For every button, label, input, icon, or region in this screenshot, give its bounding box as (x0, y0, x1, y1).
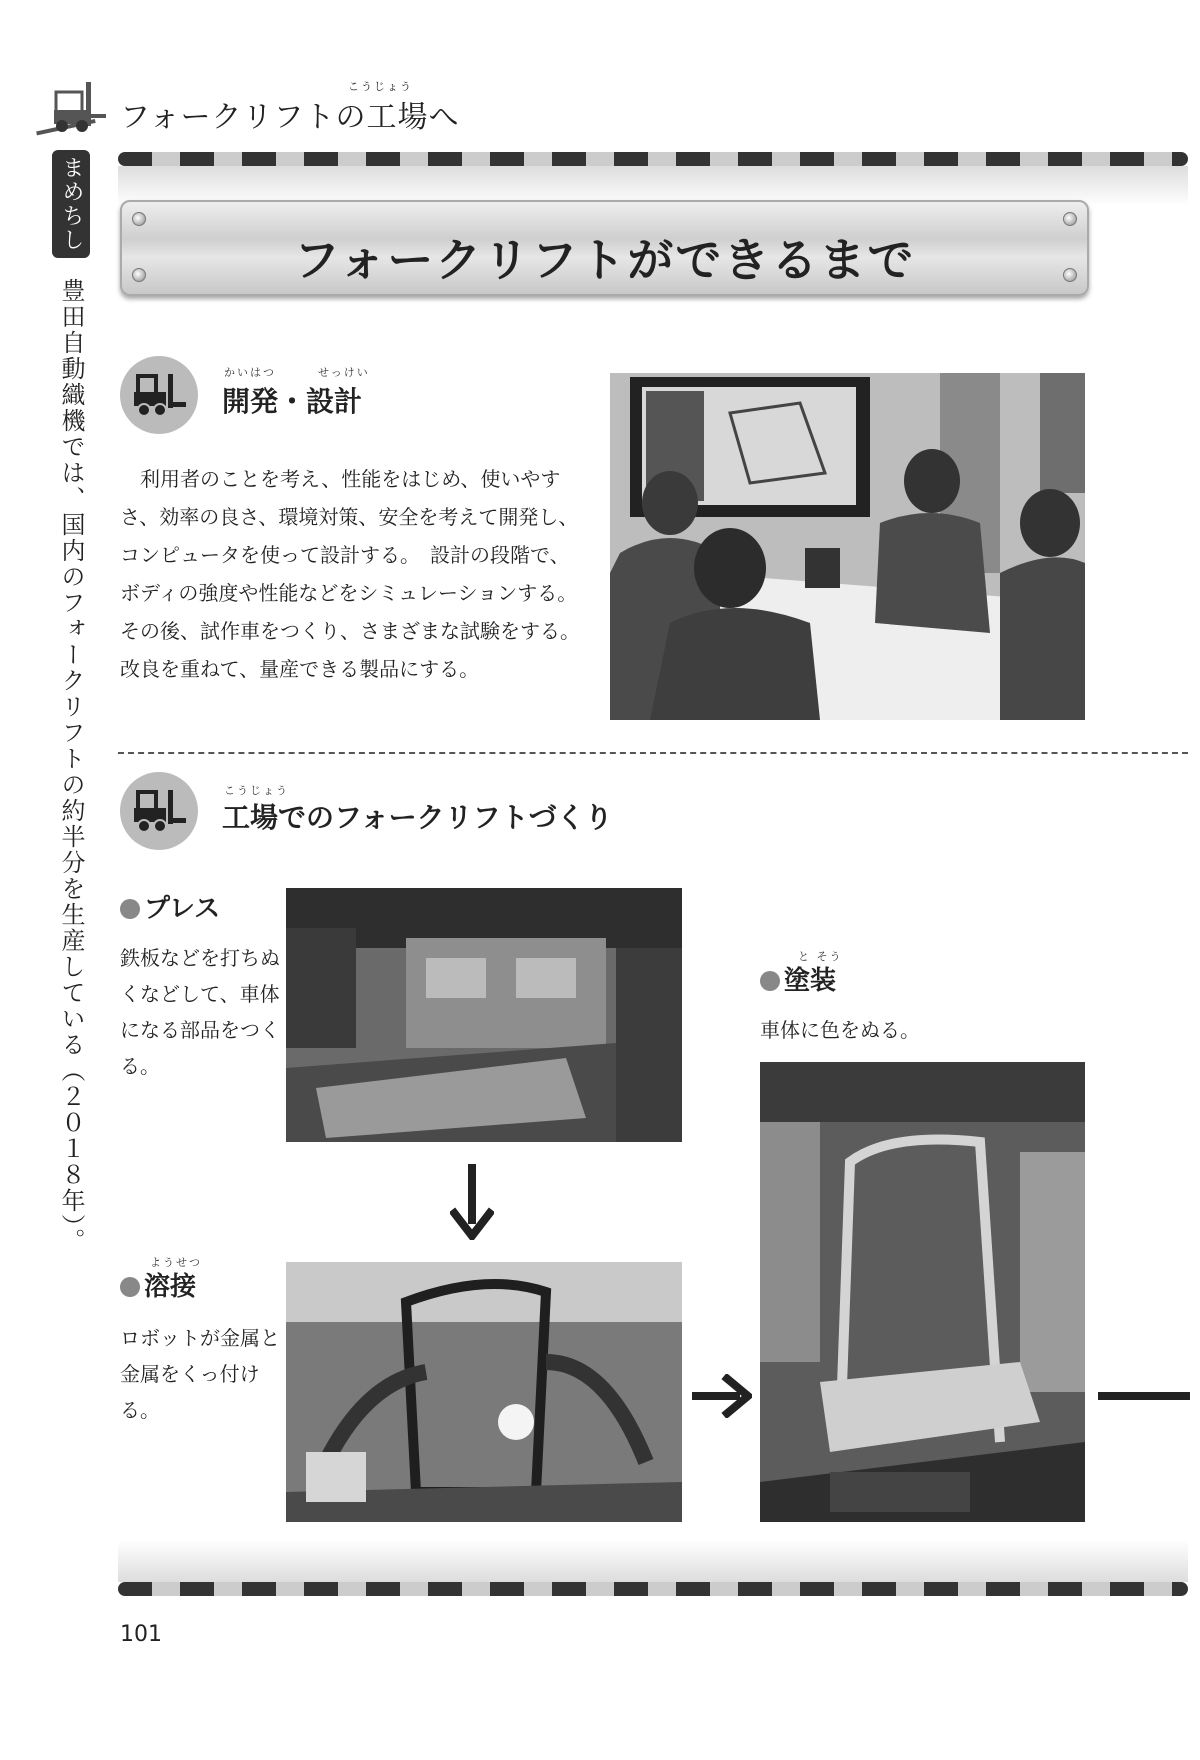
chapter-title (120, 80, 460, 136)
bottom-stripe-bar (118, 1582, 1188, 1596)
trivia-note: 豊田自動織機では、国内のフォークリフトの約半分を生産している（２０１８年）。 (57, 278, 85, 1254)
design-meeting-photo (610, 373, 1085, 720)
forklift-chapter-icon (32, 74, 112, 144)
section-divider (118, 752, 1188, 754)
welding-title-ruby: ようせつ (150, 1256, 202, 1269)
painting-photo (760, 1062, 1085, 1522)
press-title-text: プレス (144, 894, 221, 924)
welding-text: ロボットが金属と金属をくっ付ける。 (120, 1326, 280, 1422)
bullet-dot (120, 1277, 140, 1297)
forklift-icon (120, 356, 198, 434)
painting-title (760, 960, 836, 997)
banner-title: フォークリフトができるまで (293, 233, 916, 287)
design-heading-ruby-2: せっけい (318, 366, 370, 379)
chapter-title-text: フォークリフトの工場へ (120, 100, 460, 135)
factory-heading: 工場でのフォークリフトづくり (222, 801, 613, 834)
press-title (120, 888, 220, 925)
arrow-down-icon (450, 1164, 494, 1244)
press-text: 鉄板などを打ちぬくなどして、車体になる部品をつくる。 (120, 946, 280, 1078)
factory-heading-ruby: こうじょう (224, 784, 289, 797)
welding-title (120, 1266, 196, 1303)
press-photo (286, 888, 682, 1142)
flow-continue-line (1098, 1392, 1190, 1400)
trivia-label: まめちしき (52, 150, 90, 258)
top-stripe-bar (118, 152, 1188, 166)
painting-text: 車体に色をぬる。 (760, 1018, 920, 1042)
design-paragraph: 利用者のことを考え、性能をはじめ、使いやすさ、効率の良さ、環境対策、安全を考えて開発し、コンピュータを使って設計する。 設計の段階で、ボディの強度や性能などをシミュレーションする。その後、試作車をつくり、さまざまな試験をする。改良を重ねて、量産できる製品にする。 (120, 467, 580, 681)
bullet-dot (120, 899, 140, 919)
welding-title-text: 溶接 (144, 1272, 197, 1302)
bottom-band (118, 1540, 1188, 1582)
painting-title-ruby: と そう (798, 950, 843, 963)
arrow-right-icon (692, 1374, 752, 1422)
forklift-icon (120, 772, 198, 850)
page-number: 101 (120, 1622, 162, 1647)
painting-title-text: 塗装 (784, 966, 837, 996)
bullet-dot (760, 971, 780, 991)
chapter-title-ruby: こうじょう (348, 80, 413, 93)
section-banner (120, 200, 1089, 296)
welding-photo (286, 1262, 682, 1522)
design-heading-ruby-1: かいはつ (224, 366, 276, 379)
design-heading: 開発・設計 (222, 385, 363, 418)
